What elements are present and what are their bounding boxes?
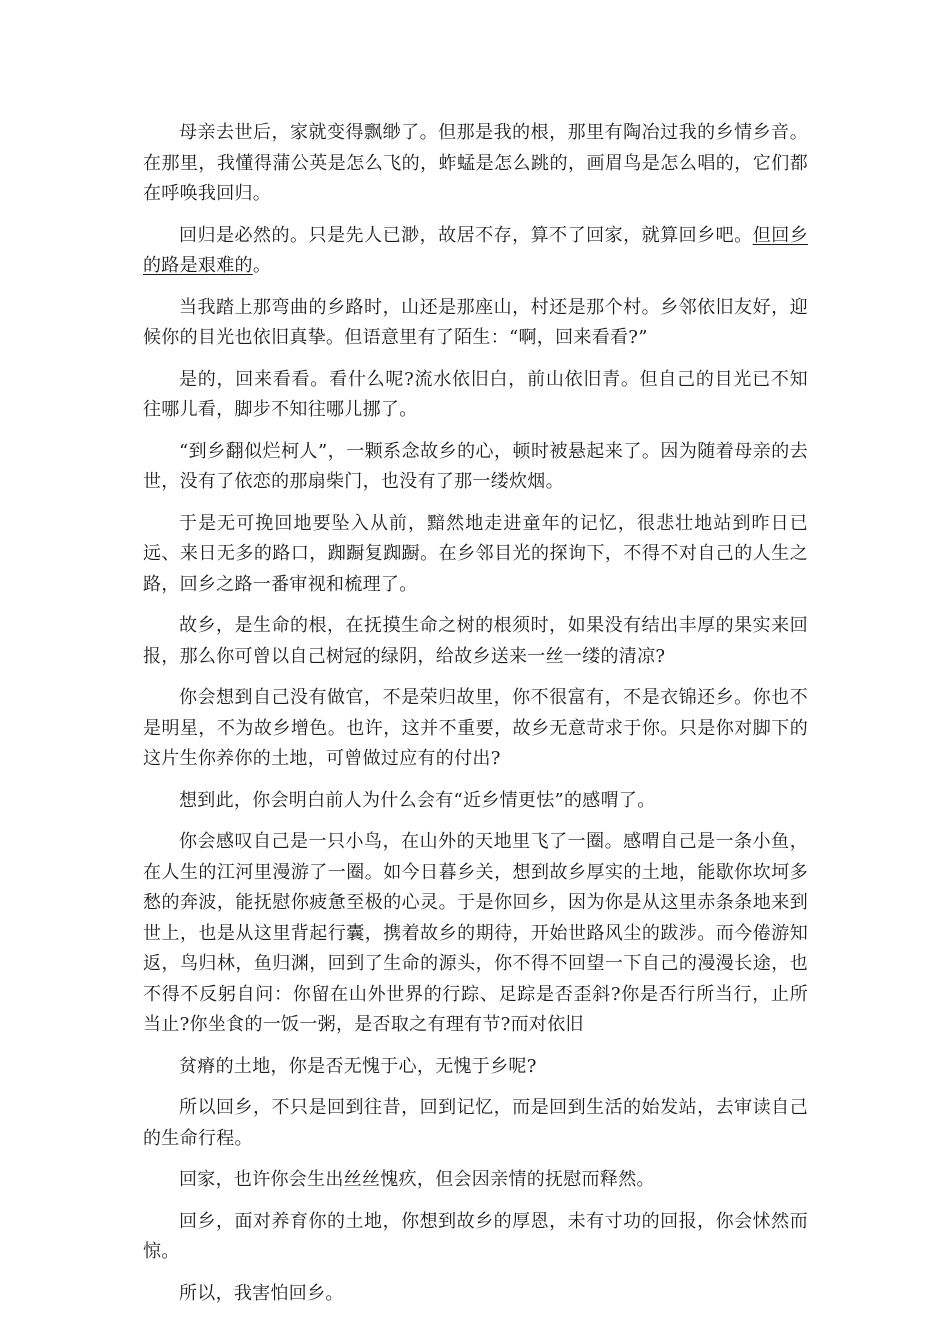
paragraph-2-end: 。 [252, 255, 272, 276]
paragraph-5: “到乡翻似烂柯人”，一颗系念故乡的心，顿时被悬起来了。因为随着母亲的去世，没有了依恋的那扇柴门，也没有了那一缕炊烟。 [143, 440, 808, 492]
underlined-sentence: 但回乡的路是艰难的 [143, 224, 808, 276]
paragraph-13: 回家，也许你会生出丝丝愧疚，但会因亲情的抚慰而释然。 [179, 1169, 655, 1190]
paragraph-4: 是的，回来看看。看什么呢?流水依旧白，前山依旧青。但自己的目光已不知往哪儿看，脚步不知往哪儿挪了。 [143, 368, 808, 420]
paragraph-12: 所以回乡，不只是回到往昔，回到记忆，而是回到生活的始发站，去审读自己的生命行程。 [143, 1097, 808, 1149]
paragraph-15: 所以，我害怕回乡。 [179, 1282, 344, 1304]
paragraph-8: 你会想到自己没有做官，不是荣归故里，你不很富有，不是衣锦还乡。你也不是明星，不为故乡增色。也许，这并不重要，故乡无意苛求于你。只是你对脚下的这片生你养你的土地，可曾做过应有的付出? [143, 687, 808, 769]
paragraph-7: 故乡，是生命的根，在抚摸生命之树的根须时，如果没有结出丰厚的果实来回报，那么你可曾以自己树冠的绿阴，给故乡送来一丝一缕的清凉? [143, 615, 808, 667]
paragraph-10: 你会感叹自己是一只小鸟，在山外的天地里飞了一圈。感喟自己是一条小鱼，在人生的江河里漫游了一圈。如今日暮乡关，想到故乡厚实的土地，能歇你坎坷多愁的奔波，能抚慰你疲惫至极的心灵。于是你回乡，因为你是从这里赤条条地来到世上，也是从这里背起行囊，携着故乡的期待，开始世路风尘的跋涉。而今倦游知返，鸟归林，鱼归渊，回到了生命的源头，你不得不回望一下自己的漫漫长途，也不得不反躬自问：你留在山外世界的行踪、足踪是否歪斜?你是否行所当行，止所当止?你坐食的一饭一粥，是否取之有理有节?而对依旧 [143, 831, 808, 1035]
paragraph-14: 回乡，面对养育你的土地，你想到故乡的厚恩，未有寸功的回报，你会怵然而惊。 [143, 1210, 808, 1262]
paragraph-6: 于是无可挽回地要坠入从前，黯然地走进童年的记忆，很悲壮地站到昨日已远、来日无多的路口，踟蹰复踟蹰。在乡邻目光的探询下，不得不对自己的人生之路，回乡之路一番审视和梳理了。 [143, 512, 808, 595]
paragraph-9: 想到此，你会明白前人为什么会有“近乡情更怯”的感喟了。 [179, 789, 656, 811]
paragraph-2 [143, 221, 808, 282]
paragraph-1: 母亲去世后，家就变得飘缈了。但那是我的根，那里有陶冶过我的乡情乡音。在那里，我懂得蒲公英是怎么飞的，蚱蜢是怎么跳的，画眉鸟是怎么唱的，它们都在呼唤我回归。 [143, 122, 808, 204]
paragraph-2-text: 回归是必然的。只是先人已渺，故居不存，算不了回家，就算回乡吧。 [179, 224, 753, 246]
paragraph-3: 当我踏上那弯曲的乡路时，山还是那座山，村还是那个村。乡邻依旧友好，迎候你的目光也依旧真挚。但语意里有了陌生：“啊，回来看看?” [143, 296, 808, 348]
paragraph-11: 贫瘠的土地，你是否无愧于心，无愧于乡呢? [179, 1055, 537, 1077]
essay-body [143, 118, 808, 1320]
